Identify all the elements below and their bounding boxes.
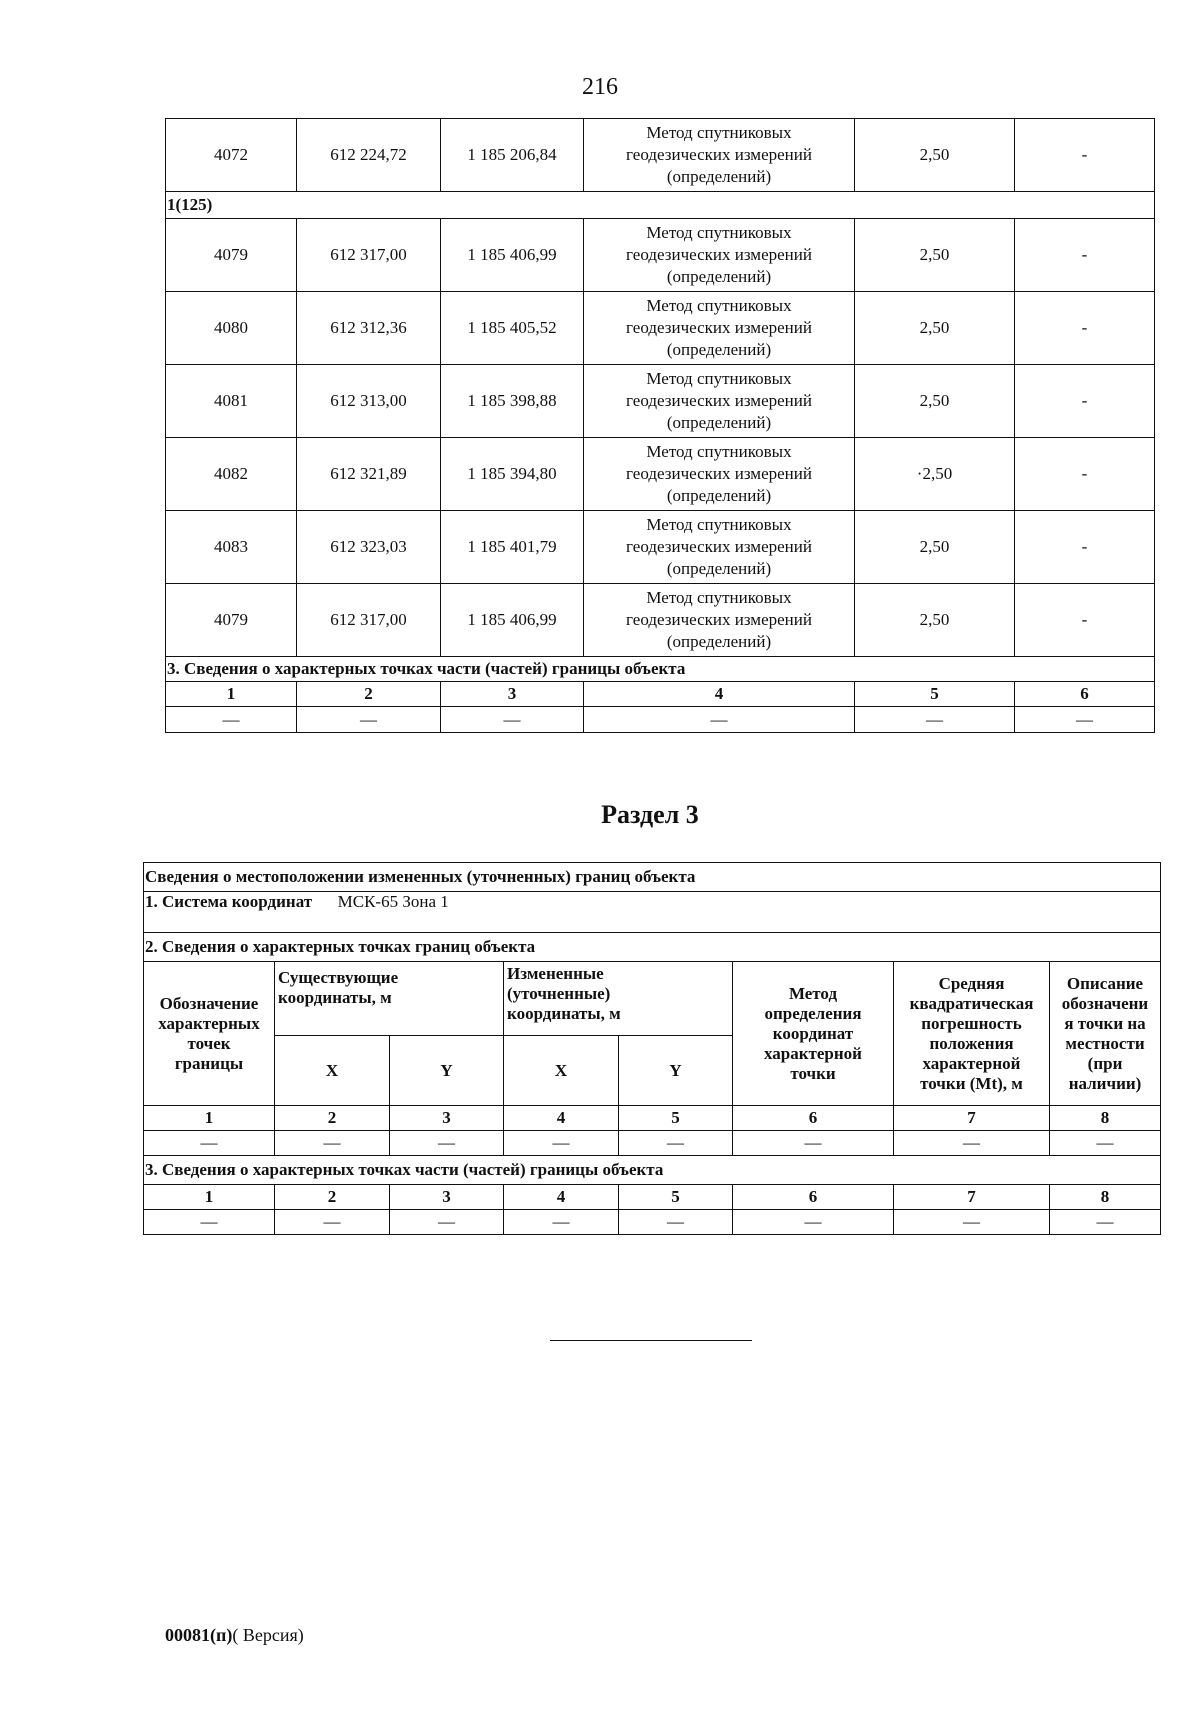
header-line: я точки на	[1064, 1013, 1146, 1033]
empty-cell: —	[275, 1131, 390, 1156]
point-x: 612 323,03	[297, 511, 441, 584]
empty-cell: —	[144, 1210, 275, 1235]
point-id: 4081	[166, 365, 297, 438]
method-line: Метод спутниковых	[646, 442, 792, 461]
col-number: 6	[733, 1106, 894, 1131]
header-line: положения	[929, 1033, 1014, 1053]
header-line: координаты, м	[278, 988, 392, 1007]
column-numbers-row	[144, 1106, 1161, 1131]
point-method	[584, 292, 855, 365]
point-id: 4079	[166, 584, 297, 657]
method-line: геодезических измерений	[626, 537, 812, 556]
empty-cell: —	[275, 1210, 390, 1235]
x-existing-header: X	[275, 1036, 390, 1106]
section-row	[166, 657, 1155, 682]
empty-cell: —	[504, 1210, 619, 1235]
col-number: 3	[390, 1185, 504, 1210]
method-line: геодезических измерений	[626, 391, 812, 410]
point-description: -	[1015, 219, 1155, 292]
section3-title: 3. Сведения о характерных точках части (частей) границы объекта	[166, 657, 1155, 682]
point-method	[584, 511, 855, 584]
col-changed-header	[504, 962, 733, 1036]
header-line: погрешность	[921, 1013, 1022, 1033]
point-y: 1 185 405,52	[441, 292, 584, 365]
y-changed-header: Y	[619, 1036, 733, 1106]
col-number: 8	[1050, 1185, 1161, 1210]
header-line: точек	[187, 1033, 231, 1053]
header-line: квадратическая	[909, 993, 1034, 1013]
empty-cell: —	[619, 1131, 733, 1156]
column-numbers-row	[144, 1185, 1161, 1210]
point-x: 612 317,00	[297, 219, 441, 292]
point-y: 1 185 398,88	[441, 365, 584, 438]
point-description: -	[1015, 119, 1155, 192]
footer-code: 00081(п)	[165, 1625, 233, 1645]
point-method	[584, 219, 855, 292]
point-y: 1 185 206,84	[441, 119, 584, 192]
header-line: обозначени	[1061, 993, 1149, 1013]
col-number: 5	[855, 682, 1015, 707]
method-line: Метод спутниковых	[646, 123, 792, 142]
header-line: (при	[1087, 1053, 1123, 1073]
point-accuracy: 2,50	[855, 511, 1015, 584]
col-number: 1	[144, 1106, 275, 1131]
method-line: геодезических измерений	[626, 145, 812, 164]
point-accuracy: 2,50	[855, 119, 1015, 192]
table-row	[166, 511, 1155, 584]
table-title-row	[144, 863, 1161, 892]
method-line: Метод спутниковых	[646, 369, 792, 388]
col-number: 7	[894, 1185, 1050, 1210]
point-method	[584, 365, 855, 438]
section2-row	[144, 933, 1161, 962]
point-description: -	[1015, 438, 1155, 511]
header-line: Существующие	[278, 968, 399, 987]
col-number: 1	[166, 682, 297, 707]
method-line: (определений)	[666, 486, 772, 505]
empty-row	[144, 1210, 1161, 1235]
section-title: Раздел 3	[601, 800, 699, 829]
header-line: Средняя	[938, 973, 1005, 993]
empty-cell: —	[894, 1131, 1050, 1156]
empty-cell: —	[441, 707, 584, 733]
table-row	[166, 119, 1155, 192]
method-line: геодезических измерений	[626, 610, 812, 629]
empty-row	[144, 1131, 1161, 1156]
method-line: (определений)	[666, 413, 772, 432]
empty-cell: —	[855, 707, 1015, 733]
col-method-header	[733, 962, 894, 1106]
method-line: (определений)	[666, 167, 772, 186]
section3-row	[144, 1156, 1161, 1185]
col-accuracy-header	[894, 962, 1050, 1106]
point-method	[584, 584, 855, 657]
col-number: 2	[275, 1106, 390, 1131]
coordinates-table-continued	[165, 118, 1155, 733]
empty-cell: —	[1015, 707, 1155, 733]
closing-rule	[550, 1340, 752, 1341]
header-line: Описание	[1066, 973, 1144, 993]
point-description: -	[1015, 292, 1155, 365]
empty-row	[166, 707, 1155, 733]
coord-system-row	[144, 892, 1161, 933]
empty-cell: —	[584, 707, 855, 733]
table-row	[166, 438, 1155, 511]
point-id: 4072	[166, 119, 297, 192]
empty-cell: —	[894, 1210, 1050, 1235]
empty-cell: —	[504, 1131, 619, 1156]
col-existing-header	[275, 962, 504, 1036]
col-number: 4	[584, 682, 855, 707]
col-number: 3	[390, 1106, 504, 1131]
x-changed-header: X	[504, 1036, 619, 1106]
footer	[165, 1625, 304, 1646]
page-number: 216	[582, 74, 618, 100]
coord-system	[144, 892, 1161, 933]
point-x: 612 321,89	[297, 438, 441, 511]
section3-title: 3. Сведения о характерных точках части (частей) границы объекта	[144, 1156, 1161, 1185]
header-line: Измененные	[507, 964, 604, 983]
point-description: -	[1015, 365, 1155, 438]
point-x: 612 312,36	[297, 292, 441, 365]
header-line: точки	[790, 1063, 836, 1083]
table-title: Сведения о местоположении измененных (уточненных) границ объекта	[144, 863, 1161, 892]
footer-version: ( Версия)	[232, 1625, 304, 1645]
method-line: Метод спутниковых	[646, 296, 792, 315]
point-method	[584, 438, 855, 511]
header-line: Метод	[788, 983, 838, 1003]
table-row	[166, 219, 1155, 292]
header-line: характерных	[158, 1013, 260, 1033]
empty-cell: —	[390, 1210, 504, 1235]
method-line: (определений)	[666, 340, 772, 359]
point-id: 4079	[166, 219, 297, 292]
col-number: 1	[144, 1185, 275, 1210]
col-number: 5	[619, 1185, 733, 1210]
header-line: координат	[772, 1023, 854, 1043]
point-y: 1 185 394,80	[441, 438, 584, 511]
table-row	[166, 584, 1155, 657]
point-accuracy: 2,50	[855, 219, 1015, 292]
point-description: -	[1015, 584, 1155, 657]
header-line: координаты, м	[507, 1004, 621, 1023]
empty-cell: —	[619, 1210, 733, 1235]
coord-system-value: МСК-65 Зона 1	[337, 892, 449, 911]
empty-cell: —	[1050, 1210, 1161, 1235]
header-line: местности	[1065, 1033, 1145, 1053]
col-number: 4	[504, 1185, 619, 1210]
y-existing-header: Y	[390, 1036, 504, 1106]
empty-cell: —	[733, 1131, 894, 1156]
header-line: характерной	[922, 1053, 1021, 1073]
method-line: Метод спутниковых	[646, 223, 792, 242]
header-row	[144, 962, 1161, 1036]
group-label: 1(125)	[166, 192, 1155, 219]
point-id: 4083	[166, 511, 297, 584]
point-accuracy: 2,50	[855, 365, 1015, 438]
header-line: Обозначение	[159, 993, 259, 1013]
header-line: точки (Mt), м	[920, 1073, 1023, 1093]
point-accuracy: 2,50	[855, 584, 1015, 657]
method-line: (определений)	[666, 267, 772, 286]
group-row	[166, 192, 1155, 219]
changed-boundaries-table	[143, 862, 1161, 1235]
empty-cell: —	[166, 707, 297, 733]
empty-cell: —	[733, 1210, 894, 1235]
col-number: 2	[297, 682, 441, 707]
header-line: (уточненные)	[507, 984, 611, 1003]
table-row	[166, 365, 1155, 438]
point-y: 1 185 406,99	[441, 219, 584, 292]
col-number: 7	[894, 1106, 1050, 1131]
col-description-header	[1050, 962, 1161, 1106]
col-number: 6	[733, 1185, 894, 1210]
table-row	[166, 292, 1155, 365]
point-y: 1 185 401,79	[441, 511, 584, 584]
point-method	[584, 119, 855, 192]
method-line: геодезических измерений	[626, 245, 812, 264]
method-line: (определений)	[666, 559, 772, 578]
header-line: характерной	[764, 1043, 862, 1063]
col-number: 3	[441, 682, 584, 707]
point-id: 4080	[166, 292, 297, 365]
coord-system-label: 1. Система координат	[145, 892, 313, 911]
method-line: геодезических измерений	[626, 318, 812, 337]
point-accuracy: 2,50	[855, 292, 1015, 365]
col-number: 4	[504, 1106, 619, 1131]
header-line: определения	[764, 1003, 862, 1023]
empty-cell: —	[390, 1131, 504, 1156]
header-line: наличии)	[1068, 1073, 1142, 1093]
point-x: 612 317,00	[297, 584, 441, 657]
header-line: границы	[174, 1053, 244, 1073]
empty-cell: —	[144, 1131, 275, 1156]
method-line: геодезических измерений	[626, 464, 812, 483]
empty-cell: —	[297, 707, 441, 733]
col-number: 2	[275, 1185, 390, 1210]
col-number: 5	[619, 1106, 733, 1131]
col-number: 6	[1015, 682, 1155, 707]
column-numbers-row	[166, 682, 1155, 707]
col-designation-header	[144, 962, 275, 1106]
point-x: 612 224,72	[297, 119, 441, 192]
point-accuracy: ·2,50	[855, 438, 1015, 511]
point-id: 4082	[166, 438, 297, 511]
point-y: 1 185 406,99	[441, 584, 584, 657]
point-description: -	[1015, 511, 1155, 584]
empty-cell: —	[1050, 1131, 1161, 1156]
method-line: (определений)	[666, 632, 772, 651]
col-number: 8	[1050, 1106, 1161, 1131]
method-line: Метод спутниковых	[646, 515, 792, 534]
point-x: 612 313,00	[297, 365, 441, 438]
method-line: Метод спутниковых	[646, 588, 792, 607]
section2-title: 2. Сведения о характерных точках границ объекта	[144, 933, 1161, 962]
